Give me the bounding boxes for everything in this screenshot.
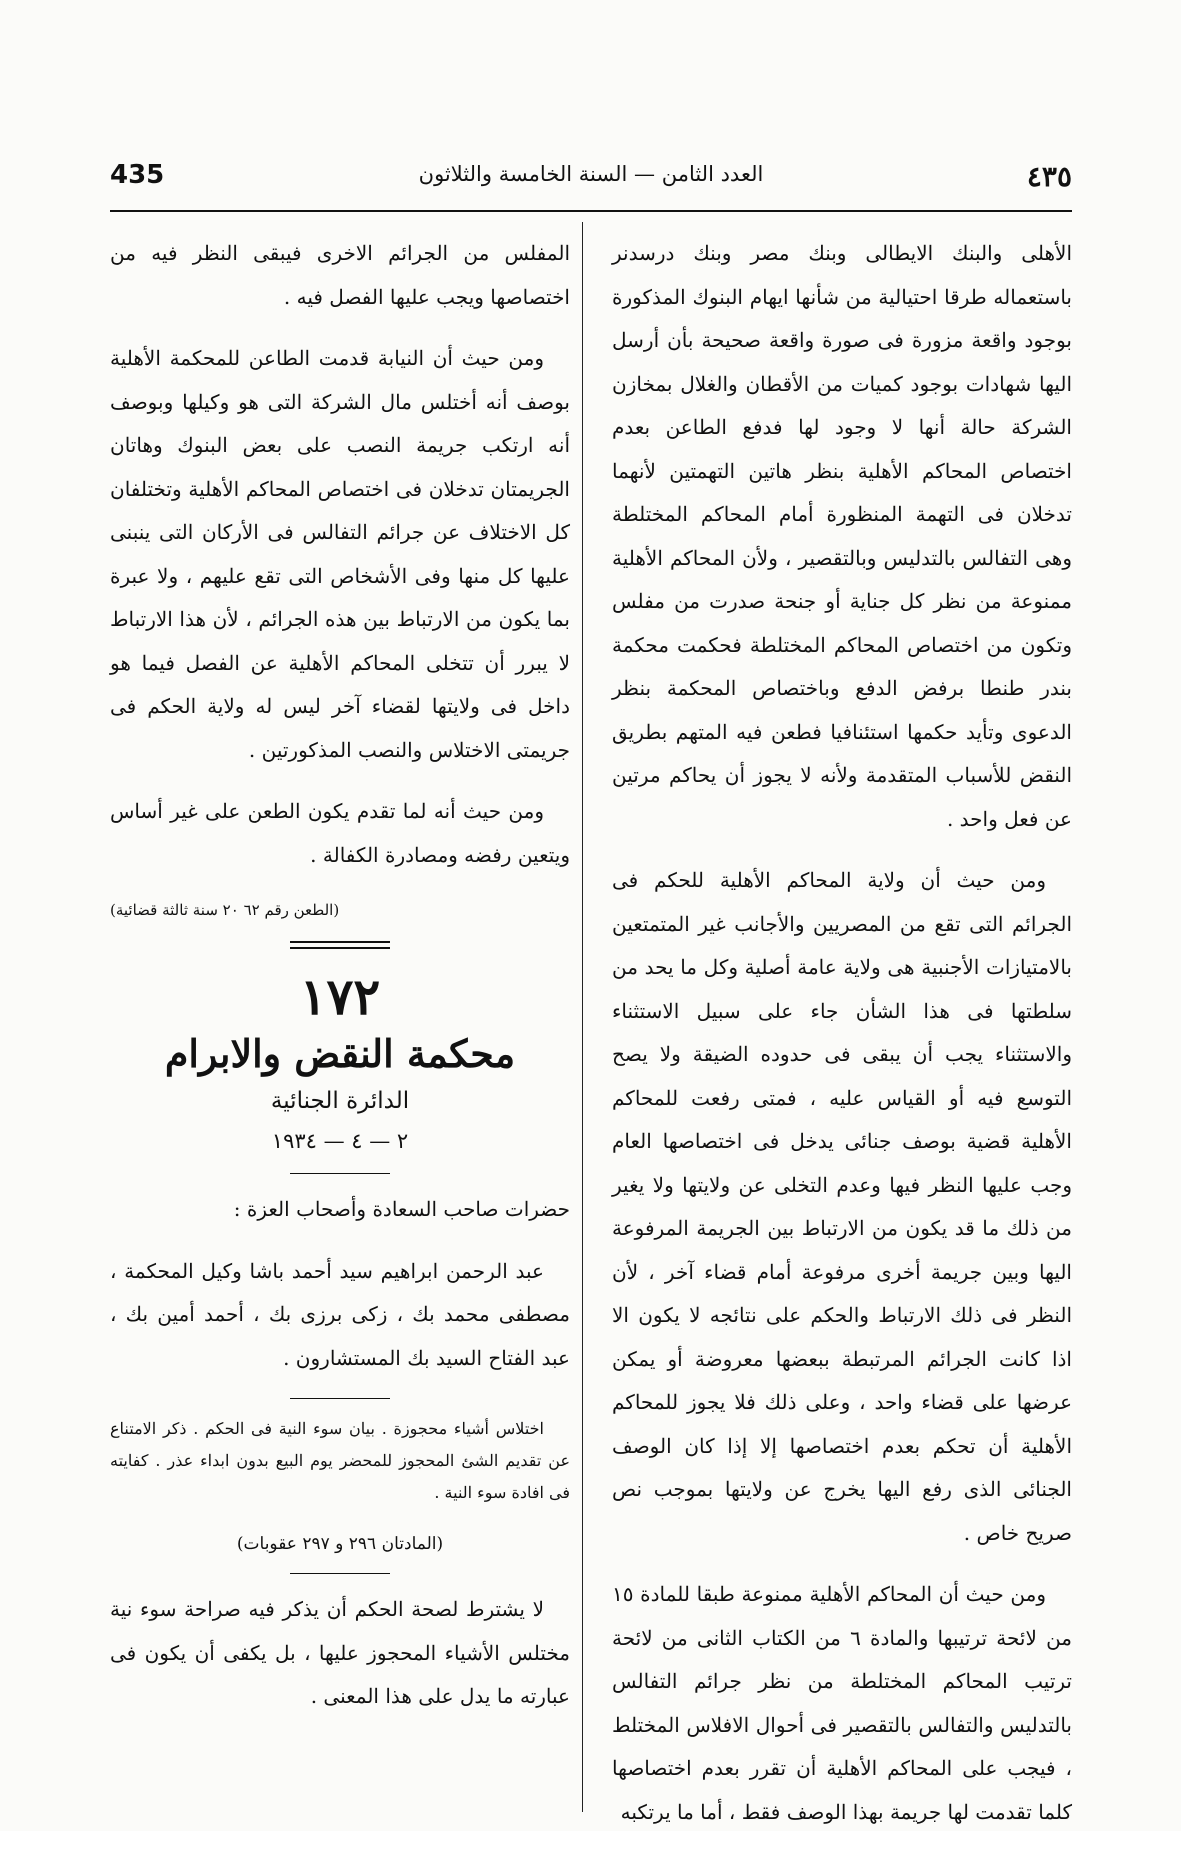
- divider: [290, 1398, 390, 1399]
- attendance-heading: حضرات صاحب السعادة وأصحاب العزة :: [233, 1197, 570, 1221]
- case-number: ١٧٢: [299, 967, 381, 1026]
- chamber-name: الدائرة الجنائية: [270, 1088, 410, 1114]
- header-rule: [110, 210, 1072, 212]
- decision-date: ٢ — ٤ — ١٩٣٤: [271, 1129, 409, 1153]
- paragraph: المفلس من الجرائم الاخرى فيبقى النظر فيه من اختصاصها ويجب عليها الفصل فيه .: [110, 241, 570, 309]
- running-title: العدد الثامن — السنة الخامسة والثلاثون: [418, 162, 764, 186]
- page-header: [110, 160, 1072, 196]
- divider: [290, 1573, 390, 1574]
- paragraph: ومن حيث أن ولاية المحاكم الأهلية للحكم فى الجرائم التى تقع من المصريين والأجانب غير المتمتعين بالامتيازات الأجنبية هى ولاية عامة أصلية وكل ما يحد من سلطتها فى هذا الشأن جاء على سبيل الاستثناء والاستثناء يجب أن يبقى فى حدوده الضيقة ولا يصح التوسع فيه أو القياس عليه ، فمتى رفعت للمحاكم الأهلية قضية بوصف جنائى يدخل فى اختصاصها العام وجب عليها النظر فيها وعدم التخلى عن ولايتها ولا يغير من ذلك ما قد يكون من الارتباط بين الجريمة المرفوعة اليها وبين جريمة أخرى مرفوعة أمام قضاء آخر ، لأن النظر فى ذلك الارتباط والحكم على نتائجه لا يكون الا اذا كانت الجرائم المرتبطة ببعضها معروضة أو يمكن عرضها على قضاء واحد ، وعلى ذلك فلا يجوز للمحاكم الأهلية أن تحكم بعدم اختصاصها إلا إذا كان الوصف الجنائى الذى رفع اليها يخرج عن ولايتها بموجب نص صريح خاص .: [612, 868, 1072, 1545]
- left-column: [110, 232, 570, 1737]
- page-number-latin: 435: [110, 160, 165, 190]
- articles-reference: (المادتان ٢٩٦ و ٢٩٧ عقوبات): [236, 1534, 444, 1554]
- paragraph: ومن حيث أن المحاكم الأهلية ممنوعة طبقا للمادة ١٥ من لائحة ترتيبها والمادة ٦ من الكتاب الثانى من لائحة ترتيب المحاكم المختلطة من نظر جرائم التفالس بالتدليس والتفالس بالتقصير فى أحوال الافلاس المختلط ، فيجب على المحاكم الأهلية أن تقرر بعدم اختصاصها كلما تقدمت لها جريمة بهذا الوصف فقط ، أما ما يرتكبه: [612, 1582, 1073, 1824]
- court-name: محكمة النقض والابرام: [164, 1031, 516, 1076]
- page-number-arabic: ٤٣٥: [1026, 160, 1072, 193]
- column-divider: [582, 222, 583, 1812]
- keywords: اختلاس أشياء محجوزة . بيان سوء النية فى الحكم . ذكر الامتناع عن تقديم الشئ المحجوز للمحضر يوم البيع بدون ابداء عذر . كفايته فى افادة سوء النية .: [110, 1419, 570, 1502]
- divider: [290, 1173, 390, 1174]
- legal-principle: لا يشترط لصحة الحكم أن يذكر فيه صراحة سوء نية مختلس الأشياء المحجوز عليها ، بل يكفى أن يكون فى عبارته ما يدل على هذا المعنى .: [110, 1597, 570, 1708]
- paragraph: ومن حيث أن النيابة قدمت الطاعن للمحكمة الأهلية بوصف أنه أختلس مال الشركة التى هو وكيلها وبوصف أنه ارتكب جريمة النصب على بعض البنوك وهاتان الجريمتان تدخلان فى اختصاص المحاكم الأهلية وتختلفان كل الاختلاف عن جرائم التفالس فى الأركان التى ينبنى عليها كل منها وفى الأشخاص التى تقع عليهم ، ولا عبرة بما يكون من الارتباط بين هذه الجرائم ، لأن هذا الارتباط لا يبرر أن تتخلى المحاكم الأهلية عن الفصل فيما هو داخل فى ولايتها لقضاء آخر ليس له ولاية الحكم فى جريمتى الاختلاس والنصب المذكورتين .: [110, 346, 570, 762]
- right-column: [612, 232, 1072, 1852]
- paragraph: الأهلى والبنك الايطالى وبنك مصر وبنك درسدنر باستعماله طرقا احتيالية من شأنها ايهام البنوك المذكورة بوجود واقعة مزورة فى صورة واقعة صحيحة بأن أرسل اليها شهادات بوجود كميات من الأقطان والغلال بمخازن الشركة حالة أنها لا وجود لها فدفع الطاعن بعدم اختصاص المحاكم الأهلية بنظر هاتين التهمتين لأنهما تدخلان فى التهمة المنظورة أمام المحاكم المختلطة وهى التفالس بالتدليس وبالتقصير ، ولأن المحاكم الأهلية ممنوعة من نظر كل جناية أو جنحة صدرت من مفلس وتكون من اختصاص المحاكم المختلطة فحكمت محكمة بندر طنطا برفض الدفع وباختصاص المحكمة بنظر الدعوى وتأيد حكمها استئنافيا فطعن فيه المتهم بطريق النقض للأسباب المتقدمة ولأنه لا يجوز أن يحاكم مرتين عن فعل واحد .: [612, 241, 1072, 831]
- judges-list: عبد الرحمن ابراهيم سيد أحمد باشا وكيل المحكمة ، مصطفى محمد بك ، زكى برزى بك ، أحمد أمين بك ، عبد الفتاح السيد بك المستشارون .: [110, 1258, 570, 1370]
- paragraph: ومن حيث أنه لما تقدم يكون الطعن على غير أساس ويتعين رفضه ومصادرة الكفالة .: [110, 799, 570, 867]
- appeal-reference: (الطعن رقم ٦٢ ٢٠ سنة ثالثة قضائية): [110, 901, 340, 919]
- double-rule-divider: [290, 941, 390, 949]
